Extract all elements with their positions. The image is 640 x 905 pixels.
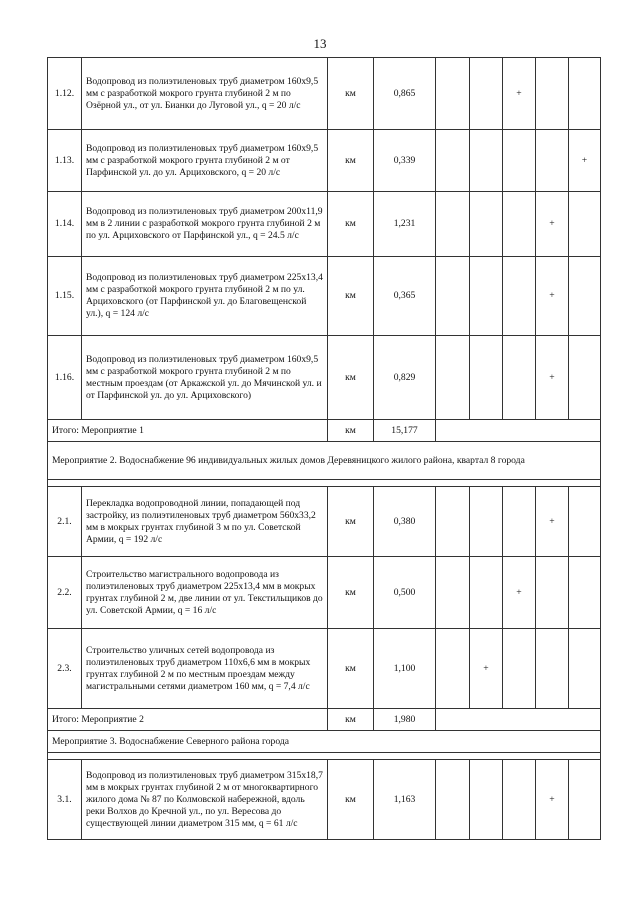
table-row bbox=[48, 629, 601, 709]
row-description: Водопровод из полиэтиленовых труб диаметром 200х11,9 мм в 2 линии с разработкой мокрого грунта глубиной 2 м по ул. Арциховского от Парфинской ул., q = 24.5 л/с bbox=[82, 192, 328, 257]
plus-mark: + bbox=[503, 557, 536, 629]
row-number: 1.15. bbox=[48, 257, 82, 336]
row-description: Водопровод из полиэтиленовых труб диаметром 315х18,7 мм в мокрых грунтах глубиной 2 м от многоквартирного жилого дома № 87 по Колмовской набережной, вдоль реки Волхов до Кречной ул., по ул. Вересова до существующей линии диаметром 315 мм, q = 61 л/с bbox=[82, 760, 328, 840]
section-row bbox=[48, 731, 601, 753]
section-title: Мероприятие 3. Водоснабжение Северного района города bbox=[48, 731, 601, 753]
row-unit: км bbox=[328, 487, 374, 557]
row-quantity: 0,380 bbox=[374, 487, 436, 557]
plus-mark: + bbox=[536, 192, 569, 257]
plus-mark: + bbox=[536, 760, 569, 840]
page-number: 13 bbox=[313, 36, 327, 51]
row-quantity: 1,163 bbox=[374, 760, 436, 840]
row-number: 2.2. bbox=[48, 557, 82, 629]
row-unit: км bbox=[328, 629, 374, 709]
table-row bbox=[48, 58, 601, 130]
table-row bbox=[48, 336, 601, 420]
total-label: Итого: Мероприятие 1 bbox=[48, 420, 328, 442]
row-number: 3.1. bbox=[48, 760, 82, 840]
row-description: Водопровод из полиэтиленовых труб диаметром 160х9,5 мм с разработкой мокрого грунта глубиной 2 м от Парфинской ул. до ул. Арциховского, q = 20 л/с bbox=[82, 130, 328, 192]
row-quantity: 0,500 bbox=[374, 557, 436, 629]
total-row bbox=[48, 420, 601, 442]
total-row bbox=[48, 709, 601, 731]
table-row bbox=[48, 487, 601, 557]
row-unit: км bbox=[328, 420, 374, 442]
row-description: Строительство магистрального водопровода из полиэтиленовых труб диаметром 225х13,4 мм в мокрых грунтах глубиной 2 м, две линии от ул. Текстильщиков до ул. Советской Армии, q = 16 л/с bbox=[82, 557, 328, 629]
row-number: 2.1. bbox=[48, 487, 82, 557]
total-quantity: 1,980 bbox=[374, 709, 436, 731]
plus-mark: + bbox=[536, 336, 569, 420]
row-number: 2.3. bbox=[48, 629, 82, 709]
row-description: Водопровод из полиэтиленовых труб диаметром 225х13,4 мм с разработкой мокрого грунта глубиной 2 м по ул. Арциховского (от Парфинской ул. до Благовещенской ул.), q = 124 л/с bbox=[82, 257, 328, 336]
row-unit: км bbox=[328, 557, 374, 629]
row-quantity: 0,365 bbox=[374, 257, 436, 336]
row-unit: км bbox=[328, 257, 374, 336]
table-row bbox=[48, 760, 601, 840]
row-number: 1.14. bbox=[48, 192, 82, 257]
row-unit: км bbox=[328, 336, 374, 420]
row-number: 1.12. bbox=[48, 58, 82, 130]
row-number: 1.13. bbox=[48, 130, 82, 192]
plus-mark: + bbox=[536, 487, 569, 557]
plus-mark: + bbox=[470, 629, 503, 709]
row-quantity: 1,100 bbox=[374, 629, 436, 709]
row-unit: км bbox=[328, 709, 374, 731]
row-number: 1.16. bbox=[48, 336, 82, 420]
row-unit: км bbox=[328, 58, 374, 130]
total-label: Итого: Мероприятие 2 bbox=[48, 709, 328, 731]
row-quantity: 1,231 bbox=[374, 192, 436, 257]
section-title: Мероприятие 2. Водоснабжение 96 индивидуальных жилых домов Деревяницкого жилого района, квартал 8 города bbox=[48, 442, 601, 480]
row-description: Водопровод из полиэтиленовых труб диаметром 160х9,5 мм с разработкой мокрого грунта глубиной 2 м по местным проездам (от Аркажской ул. до Мячинской ул. и от Парфинской ул. до ул. Арциховского) bbox=[82, 336, 328, 420]
plus-mark: + bbox=[503, 58, 536, 130]
row-description: Перекладка водопроводной линии, попадающей под застройку, из полиэтиленовых труб диаметром 560х33,2 мм в мокрых грунтах глубиной 3 м по ул. Советской Армии, q = 192 л/с bbox=[82, 487, 328, 557]
table-row bbox=[48, 130, 601, 192]
plus-mark: + bbox=[536, 257, 569, 336]
row-description: Водопровод из полиэтиленовых труб диаметром 160х9,5 мм с разработкой мокрого грунта глубиной 2 м по Озёрной ул., от ул. Бианки до Луговой ул., q = 20 л/с bbox=[82, 58, 328, 130]
row-quantity: 0,829 bbox=[374, 336, 436, 420]
table-row bbox=[48, 192, 601, 257]
row-unit: км bbox=[328, 130, 374, 192]
plus-mark: + bbox=[569, 130, 601, 192]
total-quantity: 15,177 bbox=[374, 420, 436, 442]
table-row bbox=[48, 557, 601, 629]
section-row bbox=[48, 442, 601, 480]
row-quantity: 0,865 bbox=[374, 58, 436, 130]
row-description: Строительство уличных сетей водопровода из полиэтиленовых труб диаметром 110х6,6 мм в мокрых грунтах глубиной 2 м по местным проездам между магистральными сетями диаметром 160 мм, q = 7,4 л/с bbox=[82, 629, 328, 709]
row-unit: км bbox=[328, 760, 374, 840]
row-unit: км bbox=[328, 192, 374, 257]
table-row bbox=[48, 257, 601, 336]
measures-table bbox=[47, 57, 601, 840]
row-quantity: 0,339 bbox=[374, 130, 436, 192]
